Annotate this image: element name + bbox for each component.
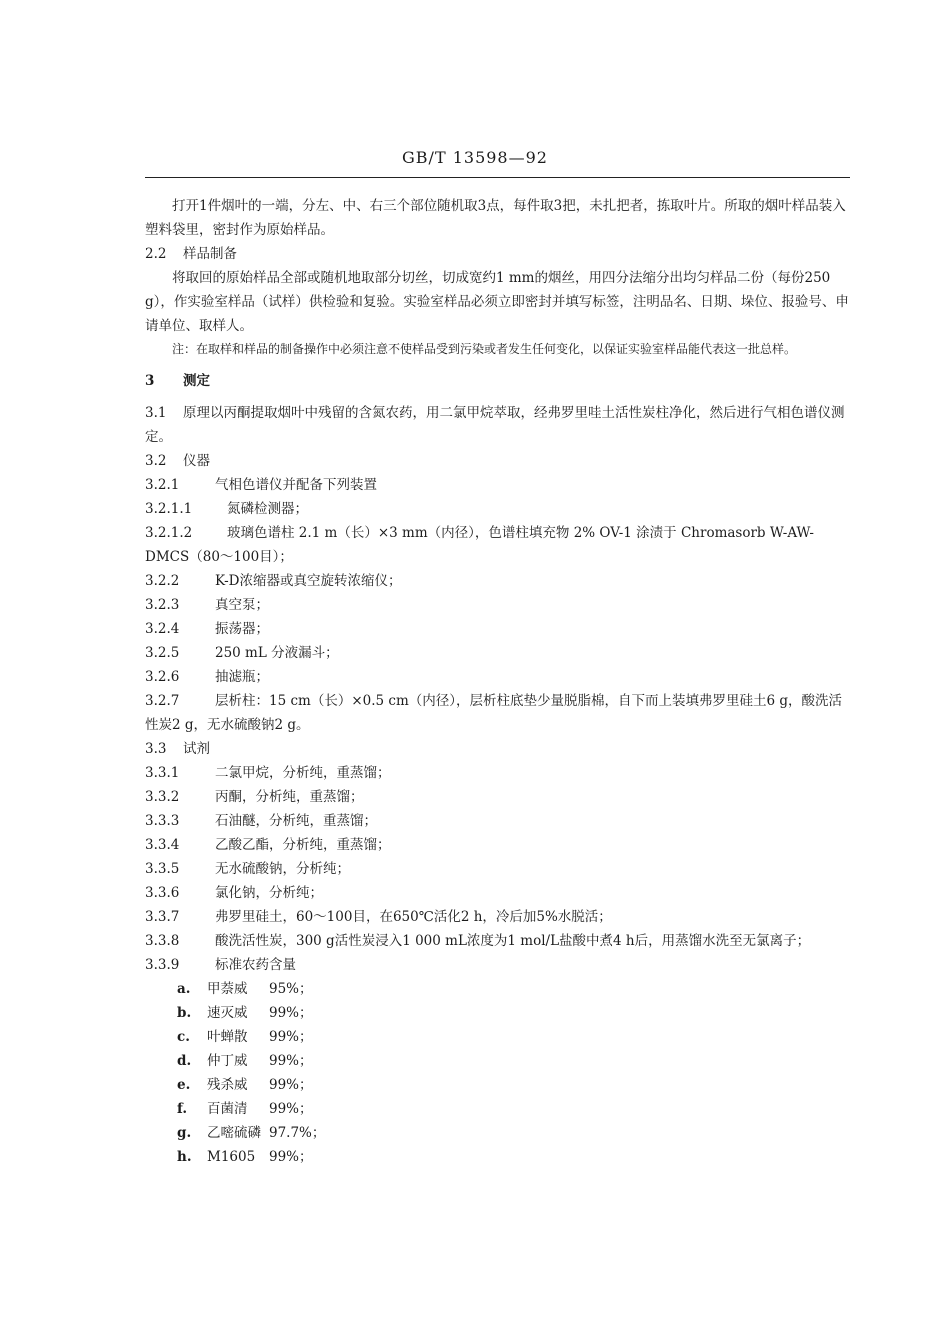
list-item: 3.3.5 无水硫酸钠，分析纯；: [145, 861, 350, 877]
note: 注：在取样和样品的制备操作中必须注意不使样品受到污染或者发生任何变化，以保证实验室样品能代表这一批总样。: [172, 342, 797, 356]
list-item: g. 乙嘧硫磷 97.7%；: [177, 1125, 326, 1141]
list-item: 3.2.3 真空泵；: [145, 597, 269, 613]
list-item: 3.3.9 标准农药含量: [145, 957, 296, 973]
list-item: 3.3.6 氯化钠，分析纯；: [145, 885, 323, 901]
list-item: c. 叶蝉散 99%；: [177, 1029, 313, 1045]
list-item: e. 残杀威 99%；: [177, 1077, 313, 1093]
list-item: d. 仲丁威 99%；: [177, 1053, 313, 1069]
list-item: b. 速灭威 99%；: [177, 1005, 313, 1021]
list-item: 3.3.2 丙酮，分析纯，重蒸馏；: [145, 789, 364, 805]
section-2-2-heading: 2.2 样品制备: [145, 246, 237, 262]
sampling-paragraph: 打开1件烟叶的一端，分左、中、右三个部位随机取3点，每件取3把，未扎把者，拣取叶片。所取的烟叶样品装入塑料袋里，密封作为原始样品。: [145, 198, 846, 238]
list-item: a. 甲萘威 95%；: [177, 981, 313, 997]
section-3-heading: 3 测定: [145, 373, 210, 389]
section-3-3-heading: 3.3 试剂: [145, 741, 210, 757]
list-item: 3.3.1 二氯甲烷，分析纯，重蒸馏；: [145, 765, 391, 781]
reagent-list: [145, 761, 850, 977]
list-item: 3.3.8 酸洗活性炭，300 g活性炭浸入1 000 mL浓度为1 mol/L盐酸中煮4 h后，用蒸馏水洗至无氯离子；: [145, 933, 811, 949]
standard-pesticide-list: [145, 977, 850, 1169]
list-item: 3.2.1.2 玻璃色谱柱 2.1 m（长）×3 mm（内径），色谱柱填充物 2% OV-1 涂渍于 Chromasorb W-AW-DMCS（80～100目）；: [145, 525, 814, 565]
list-item: h. M1605 99%；: [177, 1149, 313, 1165]
list-item: 3.2.1.1 氮磷检测器；: [145, 501, 308, 517]
list-item: 3.2.4 振荡器；: [145, 621, 269, 637]
list-item: 3.2.6 抽滤瓶；: [145, 669, 269, 685]
page-header: [0, 148, 950, 167]
document-body: [145, 194, 850, 1169]
list-item: 3.3.4 乙酸乙酯，分析纯，重蒸馏；: [145, 837, 391, 853]
list-item: 3.3.7 弗罗里硅土，60～100目，在650℃活化2 h，冷后加5%水脱活；: [145, 909, 612, 925]
sample-prep-paragraph: 将取回的原始样品全部或随机地取部分切丝，切成宽约1 mm的烟丝，用四分法缩分出均匀样品二份（每份250 g），作实验室样品（试样）供检验和复验。实验室样品必须立即密封并填写标签，注明品名、日期、垛位、报验号、申请单位、取样人。: [145, 270, 849, 334]
instrument-list: [145, 473, 850, 737]
section-3-1-principle: 3.1 原理以丙酮提取烟叶中残留的含氮农药，用二氯甲烷萃取，经弗罗里哇土活性炭柱净化，然后进行气相色谱仪测定。: [145, 405, 845, 445]
list-item: 3.2.1 气相色谱仪并配备下列装置: [145, 477, 377, 493]
list-item: 3.2.7 层析柱：15 cm（长）×0.5 cm（内径），层析柱底垫少量脱脂棉，自下而上装填弗罗里硅土6 g，酸洗活性炭2 g，无水硫酸钠2 g。: [145, 693, 843, 733]
list-item: 3.2.5 250 mL 分液漏斗；: [145, 645, 339, 661]
standard-number: GB/T 13598—92: [402, 148, 548, 167]
header-rule: [145, 177, 850, 178]
list-item: f. 百菌清 99%；: [177, 1101, 313, 1117]
list-item: 3.2.2 K-D浓缩器或真空旋转浓缩仪；: [145, 573, 402, 589]
section-3-2-heading: 3.2 仪器: [145, 453, 210, 469]
list-item: 3.3.3 石油醚，分析纯，重蒸馏；: [145, 813, 377, 829]
